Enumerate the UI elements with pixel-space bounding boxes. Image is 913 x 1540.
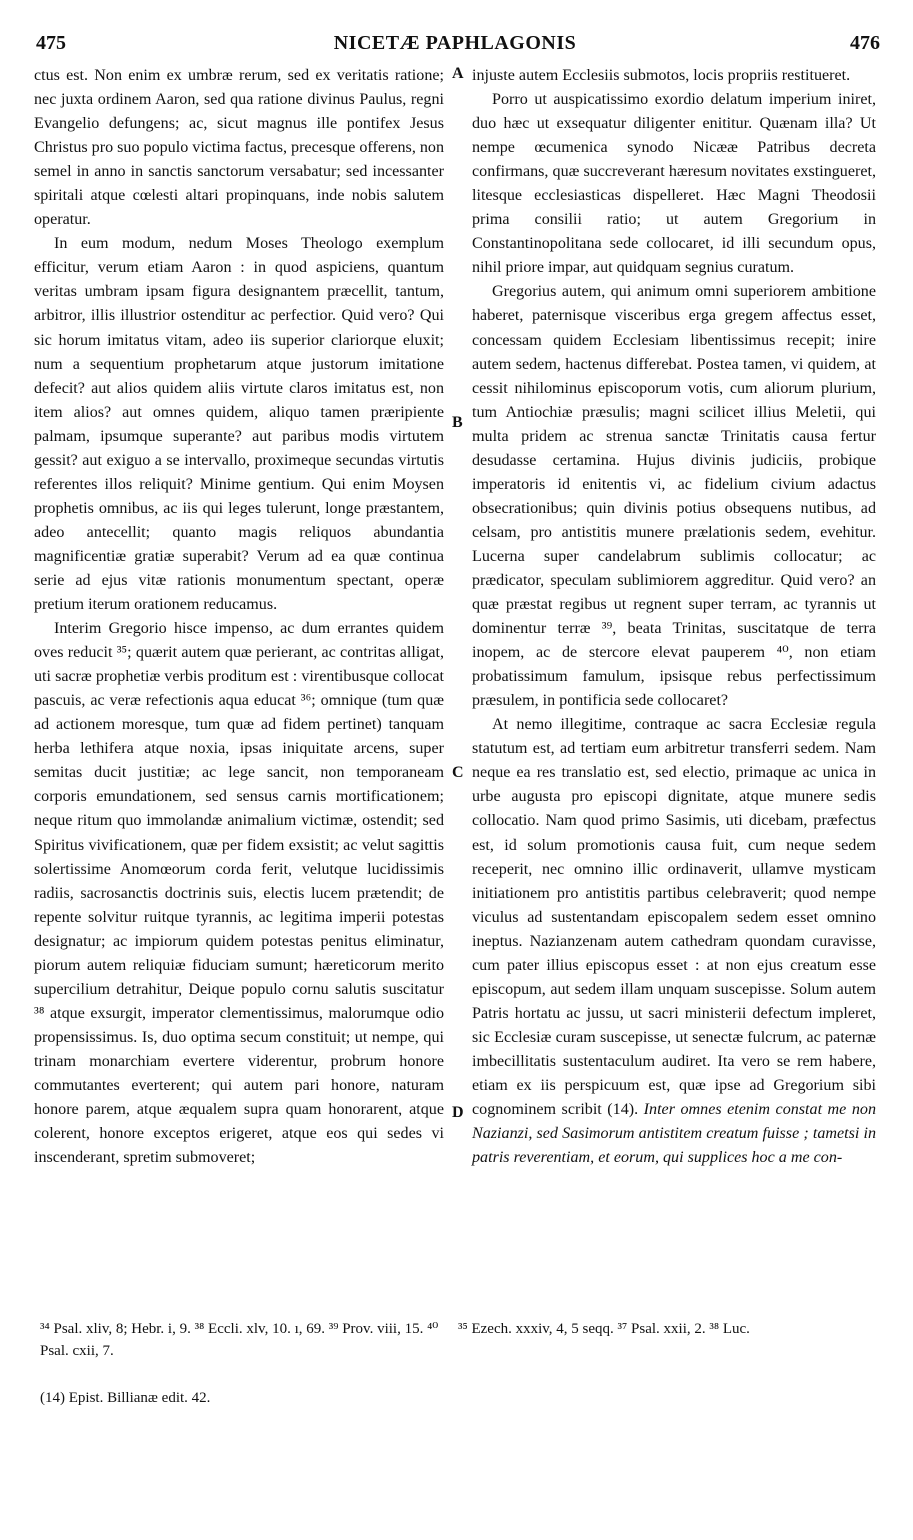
footnotes-right: ³⁵ Ezech. xxxiv, 4, 5 seqq. ³⁷ Psal. xxii, 2. ³⁸ Luc. <box>458 1321 750 1337</box>
right-paragraph-4-quote: Inter omnes etenim constat me non Nazianzi, sed Sasimorum antistitem creatum fuisse ; tametsi in patris reverentiam, et eorum, qui supplices hoc a me con- <box>472 1101 876 1167</box>
left-paragraph-1: ctus est. Non enim ex umbræ rerum, sed ex veritatis ratione; nec juxta ordinem Aaron, sed qua ratione divinus Paulus, regni Evangelio defungens; ac, sicut magnus ille pontifex Jesus Christus pro suo populo victima factus, precesque offerens, non semel in anno in sanctis sanctorum versabatur; sed incessanter spiritali atque cœlesti altari propinquans, inde nobis salutem operatur. <box>34 67 445 229</box>
margin-marker-c: C <box>452 764 464 781</box>
running-title: NICETÆ PAPHLAGONIS <box>333 32 577 54</box>
footnotes-left: ³⁴ Psal. xliv, 8; Hebr. i, 9. ³⁸ Eccli. xlv, 10. ı, 69. ³⁹ Prov. viii, 15. ⁴⁰ Psal. cxii, 7. <box>40 1321 439 1359</box>
right-paragraph-3: Gregorius autem, qui animum omni superiorem ambitione haberet, paternisque visceribus erga gregem affectus esset, concessam quidem Ecclesiam libentissimus recepit; inire autem sedem, hactenus differebat. Postea tamen, vi quidem, at cessit nihilominus episcoporum votis, cum aliorum plurium, tum Antiochiæ præsulis; magni scilicet illius Meletii, qui multa pridem ac strenua sanctæ Trinitatis causa fertur desudasse certamina. Hujus divinis judiciis, probique imperatoris id enitentis vi, ac fidelium civium adactus obsecrationibus; quin divinis potius obsequens nutibus, ad celsam, pro antistitis munere prælationis sedem, evehitur. Lucerna super candelabrum sublimis collocatur; ac prædicator, speculam sublimiorem aggreditur. Quid vero? an quæ præstat regibus ut regnent super terram, ac tyrannis ut dominentur terræ ³⁹, beata Trinitas, suscitatque de terra inopem, ac de stercore elevat pauperem ⁴⁰, non etiam probatissimum famulum, ipsisque rebus perfectissimum præsulem, in pontificia sede collocaret? <box>472 283 876 710</box>
right-paragraph-1: injuste autem Ecclesiis submotos, locis propriis restitueret. <box>472 67 851 84</box>
page-header <box>30 32 880 62</box>
margin-marker-b: B <box>452 414 463 431</box>
right-paragraph-4 <box>472 713 876 1170</box>
left-column <box>34 64 444 1170</box>
right-paragraph-4-text: At nemo illegitime, contraque ac sacra Ecclesiæ regula statutum est, ad tertiam eum arbitretur transferri sedem. Nam neque ea res translatio est, sed electio, primaque ac unica in urbe augusta pro episcopi dignitate, atque munere sedis collocatio. Nam quod primo Sasimis, uti dicebam, præfectus est, id solum promotionis causa fuit, cum neque sedem receperit, nec omnino illic ordinaverit, ullamve mysticam initiationem pro antistitis partibus celebraverit; quod nempe viculus ad sustentandam episcopalem sedem esset omnino ineptus. Nazianzenam autem cathedram quondam curavisse, cum pater illius episcopus esset : at non ejus creatum esse episcopum, aut sedem illam unquam suscepisse. Solum autem Patris hortatu ac jussu, ut sacri ministerii defectum impleret, sic Ecclesiæ curam suscepisse, ut senectæ fulcrum, ac paternæ imbecillitatis sustentaculum audiret. Ita vero se rem habere, etiam ex iis perspicuum est, quæ ipse ad Gregorium sibi cognominem scribit (14). <box>472 716 876 1119</box>
page-number-left: 475 <box>36 32 66 54</box>
left-paragraph-3: Interim Gregorio hisce impenso, ac dum errantes quidem oves reducit ³⁵; quærit autem quæ perierant, ac contritas alligat, uti sacræ prophetiæ verbis proditum est : virentibusque collocat pascuis, ac veræ refectionis aqua educat ³⁶; omnique (tum quæ ad actionem moresque, tum quæ ad fidem pertinet) tanquam herba lethifera atque noxia, ipsas iniquitate arcens, super semitas ducit justitiæ; ac lege sancit, non temporaneam corporis emundationem, sed sensus carnis mortificationem; neque ritum quo immolandæ animalium victimæ, ostendit; sed Spiritus vivificationem, quæ per fidem exsistit; ac velut sagittis solertissime Anomœorum corda ferit, velutque lucidissimis radiis, sacrosanctis doctrinis suis, electis lucem prætendit; de repente solvitur ruitque tyrannis, ac legitima imperii potestas designatur; ac impiorum quidem potestas penitus eliminatur, piorum autem reliquiæ fiduciam sumunt; hæreticorum merito supercilium detrahitur, Deique populo cornu salutis suscitatur ³⁸ atque exsurgit, imperator clementissimus, malorumque odio propensissimus. Is, duo optima secum constituit; ut nempe, qui trinam monarchiam evertere viderentur, probrum honore commutantes everterent; qui autem pari honore, naturam honore parem, atque æqualem supra quam honorarent, atque colerent, honore exceptos erigeret, atque eos qui sedes vi inscenderant, spretim submoveret; <box>34 620 444 1167</box>
page-number-right: 476 <box>850 32 880 54</box>
margin-marker-a: A <box>452 65 464 82</box>
left-paragraph-2: In eum modum, nedum Moses Theologo exemplum efficitur, verum etiam Aaron : in quod aspiciens, quantum veritas umbram ipsam figura designantem præcellit, tantum, arbitror, illis illustrior ostenditur ac perfectior. Quid vero? Qui sic horum imitatus vitam, adeo iis superior clariorque eluxit; num a sequentium prophetarum atque justorum imitatione defecit? aut alios quidem aliis virtute claros imitatus est, non item alios? aut omnes quidem, aliquo tamen præripiente palmam, ipsumque superante? aut paribus modis virtutem gessit? aut exiguo a se intervallo, proximeque secundas virtutis referentes illos reliquit? Minime gentium. Qui enim Moysen prophetis omnibus, ac iis qui leges tulerunt, longe præstantem, adeo antecellit; quanto magis reliquos abundantia magnificentiæ gratiæ superabit? Verum ad ea quæ continua serie ad ejus vitæ rationis monumentum spectant, operæ pretium iterum orationem reducamus. <box>34 235 444 614</box>
margin-marker-d: D <box>452 1104 464 1121</box>
right-column <box>472 64 876 1170</box>
right-paragraph-2: Porro ut auspicatissimo exordio delatum imperium iniret, duo hæc ut exsequatur diligenter enititur. Quænam illa? Ut nempe œcumenica synodo Nicææ Patribus decreta confirmans, quæ succreverant hæresum novitates exstingueret, litesque ecclesiasticas dispelleret. Hæc Magni Theodosii prima consilii ratio; ut autem Gregorium in Constantinopolitana sede collocaret, id illi secundum opus, nihil priore impar, aut quidquam segnius curatum. <box>472 91 876 277</box>
editorial-note: (14) Epist. Billianæ edit. 42. <box>40 1390 211 1406</box>
